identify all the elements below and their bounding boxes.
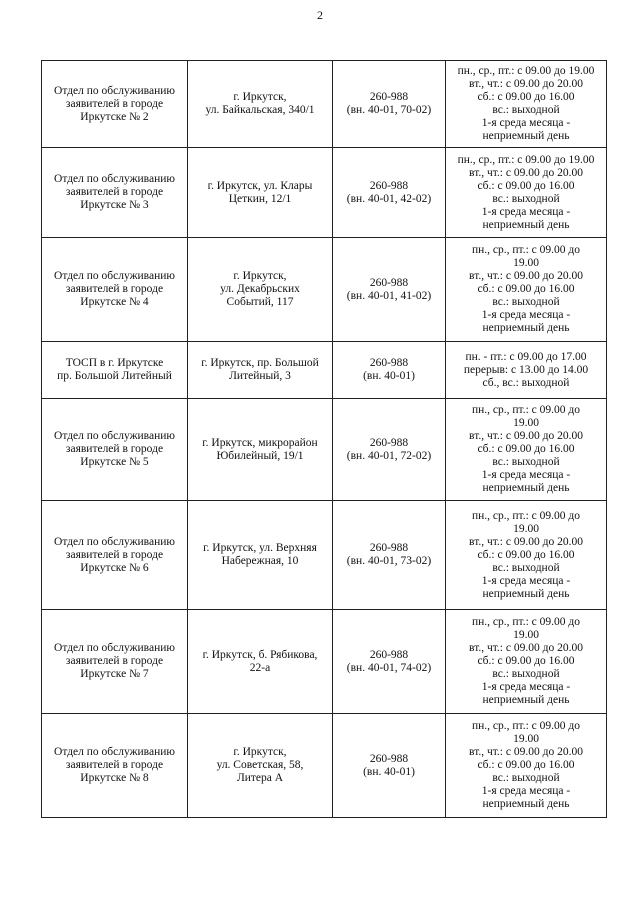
office-name-cell: Отдел по обслуживанию заявителей в городе Иркутске № 5 <box>42 399 188 501</box>
office-phone-cell: 260-988 (вн. 40-01) <box>333 342 446 399</box>
office-name-cell: Отдел по обслуживанию заявителей в городе Иркутске № 7 <box>42 610 188 714</box>
office-name-cell: ТОСП в г. Иркутске пр. Большой Литейный <box>42 342 188 399</box>
office-hours-cell: пн. - пт.: с 09.00 до 17.00 перерыв: с 13.00 до 14.00 сб., вс.: выходной <box>446 342 607 399</box>
table-row <box>42 399 607 501</box>
office-hours-cell: пн., ср., пт.: с 09.00 до 19.00 вт., чт.: с 09.00 до 20.00 сб.: с 09.00 до 16.00 вс.: выходной 1-я среда месяца - неприемный день <box>446 238 607 342</box>
office-address-cell: г. Иркутск, ул. Советская, 58, Литера А <box>188 714 333 818</box>
office-address-cell: г. Иркутск, б. Рябикова, 22-а <box>188 610 333 714</box>
office-phone-cell: 260-988 (вн. 40-01, 42-02) <box>333 148 446 238</box>
office-address-cell: г. Иркутск, ул. Декабрьских Событий, 117 <box>188 238 333 342</box>
table-row <box>42 238 607 342</box>
office-phone-cell: 260-988 (вн. 40-01) <box>333 714 446 818</box>
office-address-cell: г. Иркутск, микрорайон Юбилейный, 19/1 <box>188 399 333 501</box>
office-name-cell: Отдел по обслуживанию заявителей в городе Иркутске № 4 <box>42 238 188 342</box>
table-row <box>42 61 607 148</box>
office-address-cell: г. Иркутск, ул. Клары Цеткин, 12/1 <box>188 148 333 238</box>
office-name-cell: Отдел по обслуживанию заявителей в городе Иркутске № 6 <box>42 501 188 610</box>
office-phone-cell: 260-988 (вн. 40-01, 74-02) <box>333 610 446 714</box>
offices-table-body <box>42 61 607 818</box>
table-row <box>42 714 607 818</box>
office-hours-cell: пн., ср., пт.: с 09.00 до 19.00 вт., чт.: с 09.00 до 20.00 сб.: с 09.00 до 16.00 вс.: выходной 1-я среда месяца - неприемный день <box>446 714 607 818</box>
table-row <box>42 342 607 399</box>
office-name-cell: Отдел по обслуживанию заявителей в городе Иркутске № 2 <box>42 61 188 148</box>
office-phone-cell: 260-988 (вн. 40-01, 70-02) <box>333 61 446 148</box>
office-phone-cell: 260-988 (вн. 40-01, 72-02) <box>333 399 446 501</box>
offices-table <box>41 60 607 818</box>
office-address-cell: г. Иркутск, пр. Большой Литейный, 3 <box>188 342 333 399</box>
office-name-cell: Отдел по обслуживанию заявителей в городе Иркутске № 3 <box>42 148 188 238</box>
table-row <box>42 148 607 238</box>
office-name-cell: Отдел по обслуживанию заявителей в городе Иркутске № 8 <box>42 714 188 818</box>
office-address-cell: г. Иркутск, ул. Верхняя Набережная, 10 <box>188 501 333 610</box>
office-phone-cell: 260-988 (вн. 40-01, 73-02) <box>333 501 446 610</box>
table-row <box>42 610 607 714</box>
office-hours-cell: пн., ср., пт.: с 09.00 до 19.00 вт., чт.: с 09.00 до 20.00 сб.: с 09.00 до 16.00 вс.: выходной 1-я среда месяца - неприемный день <box>446 61 607 148</box>
office-hours-cell: пн., ср., пт.: с 09.00 до 19.00 вт., чт.: с 09.00 до 20.00 сб.: с 09.00 до 16.00 вс.: выходной 1-я среда месяца - неприемный день <box>446 610 607 714</box>
office-address-cell: г. Иркутск, ул. Байкальская, 340/1 <box>188 61 333 148</box>
table-row <box>42 501 607 610</box>
office-hours-cell: пн., ср., пт.: с 09.00 до 19.00 вт., чт.: с 09.00 до 20.00 сб.: с 09.00 до 16.00 вс.: выходной 1-я среда месяца - неприемный день <box>446 399 607 501</box>
page-number: 2 <box>317 8 323 22</box>
office-phone-cell: 260-988 (вн. 40-01, 41-02) <box>333 238 446 342</box>
office-hours-cell: пн., ср., пт.: с 09.00 до 19.00 вт., чт.: с 09.00 до 20.00 сб.: с 09.00 до 16.00 вс.: выходной 1-я среда месяца - неприемный день <box>446 148 607 238</box>
office-hours-cell: пн., ср., пт.: с 09.00 до 19.00 вт., чт.: с 09.00 до 20.00 сб.: с 09.00 до 16.00 вс.: выходной 1-я среда месяца - неприемный день <box>446 501 607 610</box>
